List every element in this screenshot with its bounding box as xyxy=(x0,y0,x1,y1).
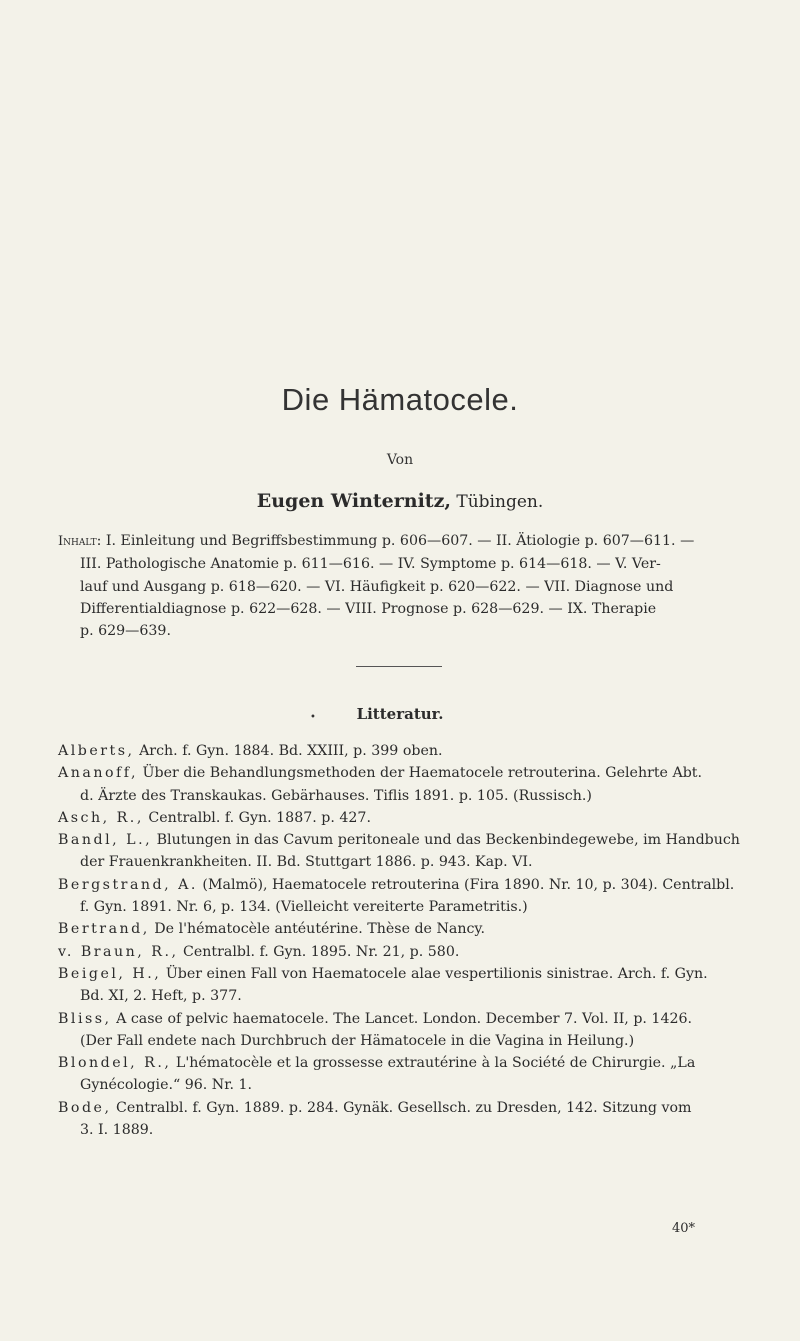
reference-author: Blondel, R., xyxy=(58,1055,172,1072)
toc-line: Differentialdiagnose p. 622—628. — VIII. Prognose p. 628—629. — IX. Therapie xyxy=(80,600,657,617)
author-line xyxy=(0,490,800,512)
reference-author: Bliss, xyxy=(58,1010,112,1027)
reference-item: Blondel, R., L'hématocèle et la grossesse extrautérine à la Société de Chirurgie. „La Gynécologie.“ 96. Nr. 1. xyxy=(58,1055,696,1094)
toc-line: p. 629—639. xyxy=(80,623,171,640)
reference-item: Asch, R., Centralbl. f. Gyn. 1887. p. 427. xyxy=(58,809,371,826)
reference-author: Bode, xyxy=(58,1099,112,1116)
reference-item: Alberts, Arch. f. Gyn. 1884. Bd. XXIII, p. 399 oben. xyxy=(58,743,443,759)
reference-author: Bergstrand, A. xyxy=(58,876,198,893)
reference-item: Beigel, H., Über einen Fall von Haematocele alae vespertilionis sinistrae. Arch. f. Gyn. Bd. XI, 2. Heft, p. 377. xyxy=(58,965,708,1005)
author-place: Tübingen. xyxy=(456,492,544,512)
reference-item: Bliss, A case of pelvic haematocele. The Lancet. London. December 7. Vol. II, p. 1426. (Der Fall endete nach Durchbruch der Hämatocele in die Vagina in Heilung.) xyxy=(58,1010,693,1049)
toc-label: Inhalt xyxy=(58,534,97,549)
section-divider xyxy=(356,666,442,667)
table-of-contents xyxy=(58,530,748,642)
toc-line: lauf und Ausgang p. 618—620. — VI. Häufigkeit p. 620—622. — VII. Diagnose und xyxy=(80,578,674,595)
toc-line: III. Pathologische Anatomie p. 611—616. — IV. Symptome p. 614—618. — V. Ver- xyxy=(80,556,661,573)
page-number: 40* xyxy=(672,1221,696,1236)
reference-author: Asch, R., xyxy=(58,809,144,826)
reference-item: Bertrand, De l'hématocèle antéutérine. Thèse de Nancy. xyxy=(58,921,486,938)
reference-author: Beigel, H., xyxy=(58,965,162,982)
reference-list xyxy=(58,740,758,1141)
reference-item: Ananoff, Über die Behandlungsmethoden der Haematocele retrouterina. Gelehrte Abt. d. Ärzte des Transkaukas. Gebärhauses. Tiflis 1891. p. 105. (Russisch.) xyxy=(58,765,703,804)
reference-author: Bandl, L., xyxy=(58,832,153,849)
reference-author: Alberts, xyxy=(58,743,135,759)
toc-line: Inhalt: I. Einleitung und Begriffsbestimmung p. 606—607. — II. Ätiologie p. 607—611. — xyxy=(58,533,695,549)
reference-item: v. Braun, R., Centralbl. f. Gyn. 1895. Nr. 21, p. 580. xyxy=(58,943,460,960)
toc-text: I. Einleitung und Begriffsbestimmung p. 606—607. — II. Ätiologie p. 607—611. — xyxy=(105,533,695,549)
reference-author: Bertrand, xyxy=(58,921,150,938)
byline: Von xyxy=(386,452,414,468)
bullet-mark: • xyxy=(310,712,316,723)
author-name: Eugen Winternitz, xyxy=(256,490,451,512)
reference-author: v. Braun, R., xyxy=(58,943,179,960)
reference-item: Bandl, L., Blutungen in das Cavum peritoneale und das Beckenbindegewebe, im Handbuch der Frauenkrankheiten. II. Bd. Stuttgart 1886. p. 943. Kap. VI. xyxy=(58,832,740,871)
reference-item: Bergstrand, A. (Malmö), Haematocele retrouterina (Fira 1890. Nr. 10, p. 304). Centralbl. f. Gyn. 1891. Nr. 6, p. 134. (Vielleicht vereiterte Parametritis.) xyxy=(58,876,735,916)
literature-heading: Litteratur. xyxy=(356,705,444,723)
reference-author: Ananoff, xyxy=(58,765,139,782)
reference-item: Bode, Centralbl. f. Gyn. 1889. p. 284. Gynäk. Gesellsch. zu Dresden, 142. Sitzung vom 3. I. 1889. xyxy=(58,1099,692,1139)
page-title: Die Hämatocele. xyxy=(281,382,519,417)
